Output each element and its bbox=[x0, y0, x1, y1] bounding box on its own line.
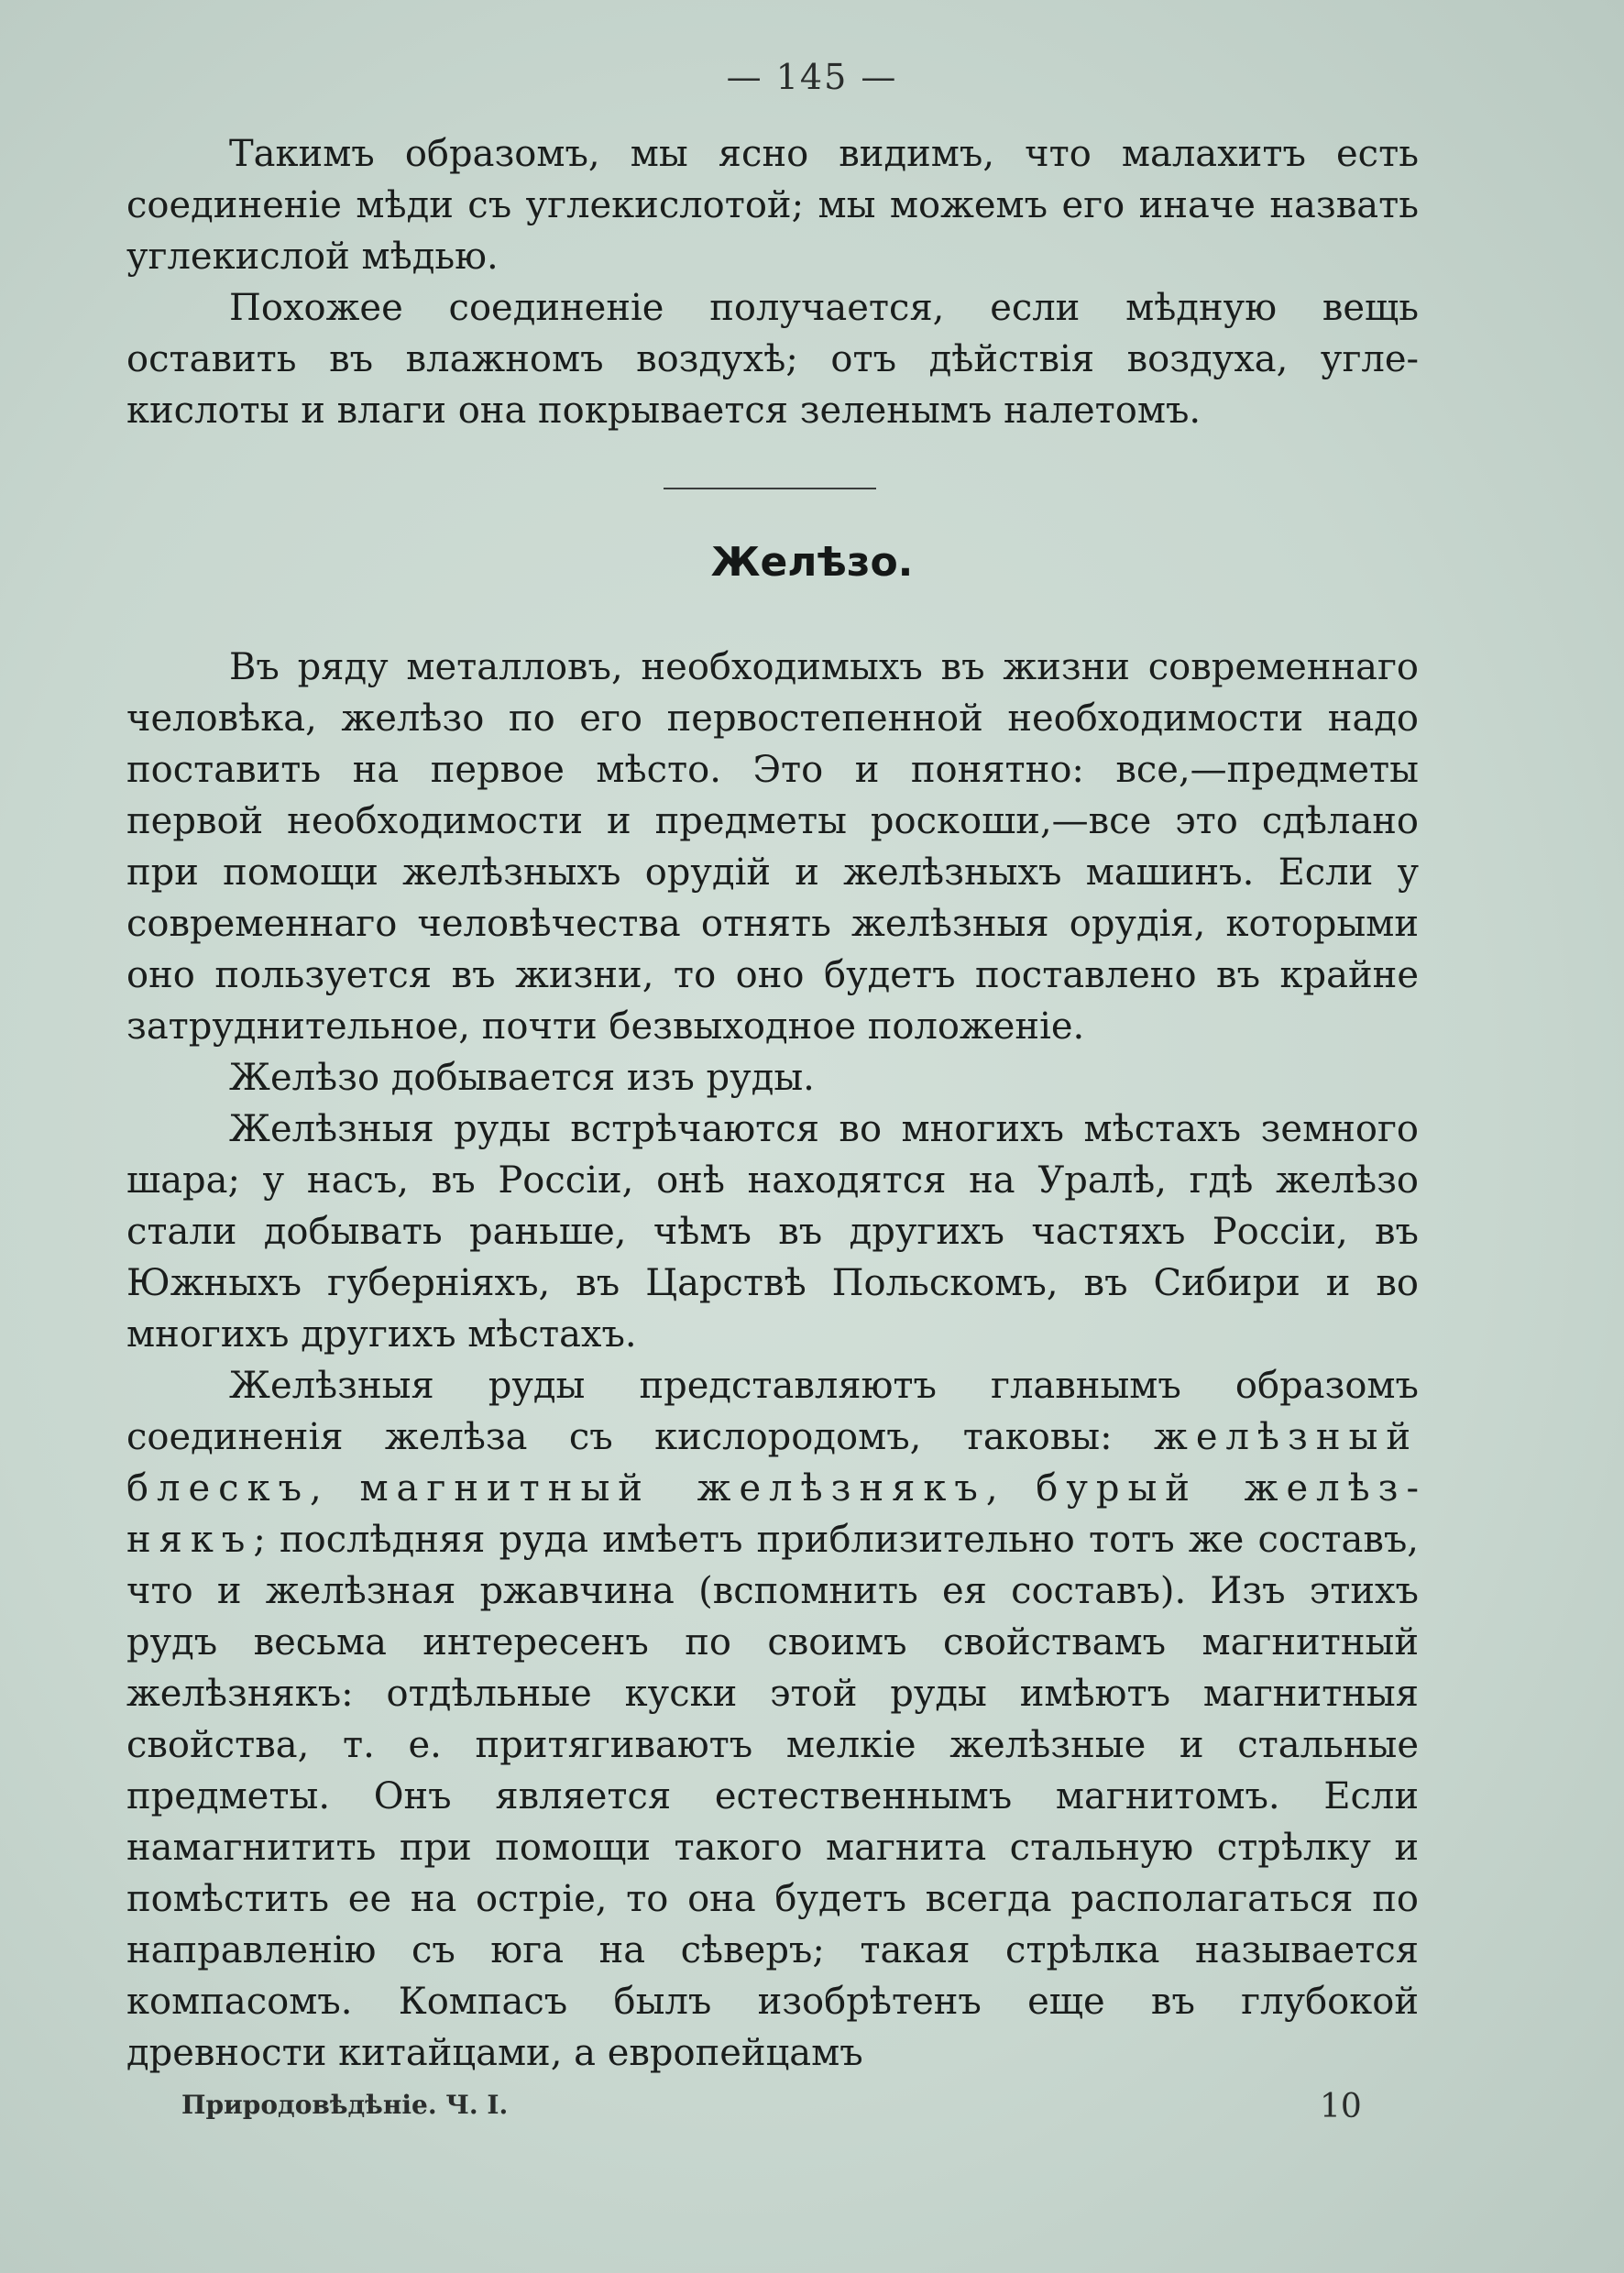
section-title: Желѣзо. bbox=[710, 539, 914, 586]
ores-separator-1: , bbox=[310, 1467, 360, 1510]
footer-book-title: Природовѣдѣніе. Ч. I. bbox=[181, 2090, 509, 2120]
ore-name-magnetite: магнитный желѣзнякъ bbox=[359, 1467, 986, 1510]
main-text-block bbox=[126, 642, 1419, 2079]
ores-separator-2: , bbox=[985, 1467, 1037, 1510]
page-number: — 145 — bbox=[726, 57, 898, 97]
paragraph-iron-from-ore: Желѣзо добывается изъ руды. bbox=[229, 1057, 815, 1099]
ore-name-limonite: бурый желѣзнякъ bbox=[126, 1467, 1419, 1561]
ore-name-iron-glance: желѣзный блескъ bbox=[126, 1416, 1419, 1510]
intro-text-block bbox=[126, 128, 1419, 436]
paragraph-ore-types bbox=[126, 1360, 1419, 2079]
paragraph-malachite: Такимъ образомъ, мы ясно видимъ, что малахитъ есть соединеніе мѣди съ углекислотой; мы можемъ его иначе назвать углекислой мѣдью. bbox=[126, 133, 1419, 278]
paragraph-ore-locations: Желѣзныя руды встрѣчаются во многихъ мѣстахъ земного шара; у насъ, въ Россіи, онѣ находятся на Уралѣ, гдѣ желѣзо стали добывать раньше, чѣмъ въ другихъ частяхъ Россіи, въ Южныхъ губерніяхъ, въ Царствѣ Польскомъ, въ Сибири и во многихъ другихъ мѣстахъ. bbox=[126, 1108, 1419, 1356]
paragraph-iron-importance: Въ ряду металловъ, необходимыхъ въ жизни современнаго человѣка, желѣзо по его первостепенной необходимости надо поставить на первое мѣсто. Это и понятно: все,—предметы первой необходимости и предметы роскоши,—все это сдѣлано при помощи желѣзныхъ орудій и желѣзныхъ машинъ. Если у современнаго человѣчества отнять желѣзныя орудія, которыми оно пользуется въ жизни, то оно будетъ поставлено въ крайне затруднительное, почти безвыходное положеніе. bbox=[126, 646, 1419, 1048]
footer-signature-mark: 10 bbox=[1320, 2088, 1362, 2125]
ores-text-part1: Желѣзныя руды представляютъ главнымъ образомъ соединенія желѣза съ кислородомъ, таковы: bbox=[126, 1365, 1419, 1458]
section-divider bbox=[664, 488, 876, 489]
ores-text-part2: ; послѣдняя руда имѣетъ приблизительно тотъ же составъ, что и желѣзная ржавчина (вспомнить ея составъ). Изъ этихъ рудъ весьма интересенъ по своимъ свойствамъ магнитный желѣзнякъ: отдѣльные куски этой руды имѣютъ магнитныя свойства, т. е. притягиваютъ мелкіе желѣзные и стальные предметы. Онъ является естественнымъ магнитомъ. Если намагнитить при помощи такого магнита стальную стрѣлку и помѣстить ее на остріе, то она будетъ всегда располагаться по направленію съ юга на сѣверъ; такая стрѣлка называется компасомъ. Компасъ былъ изобрѣтенъ еще въ глубокой древности китайцами, а европейцамъ bbox=[126, 1519, 1419, 2074]
paragraph-copper-patina: Похожее соединеніе получается, если мѣдную вещь оставить въ влажномъ воздухѣ; отъ дѣйствія воздуха, углекислоты и влаги она покрывается зеленымъ налетомъ. bbox=[126, 287, 1419, 432]
